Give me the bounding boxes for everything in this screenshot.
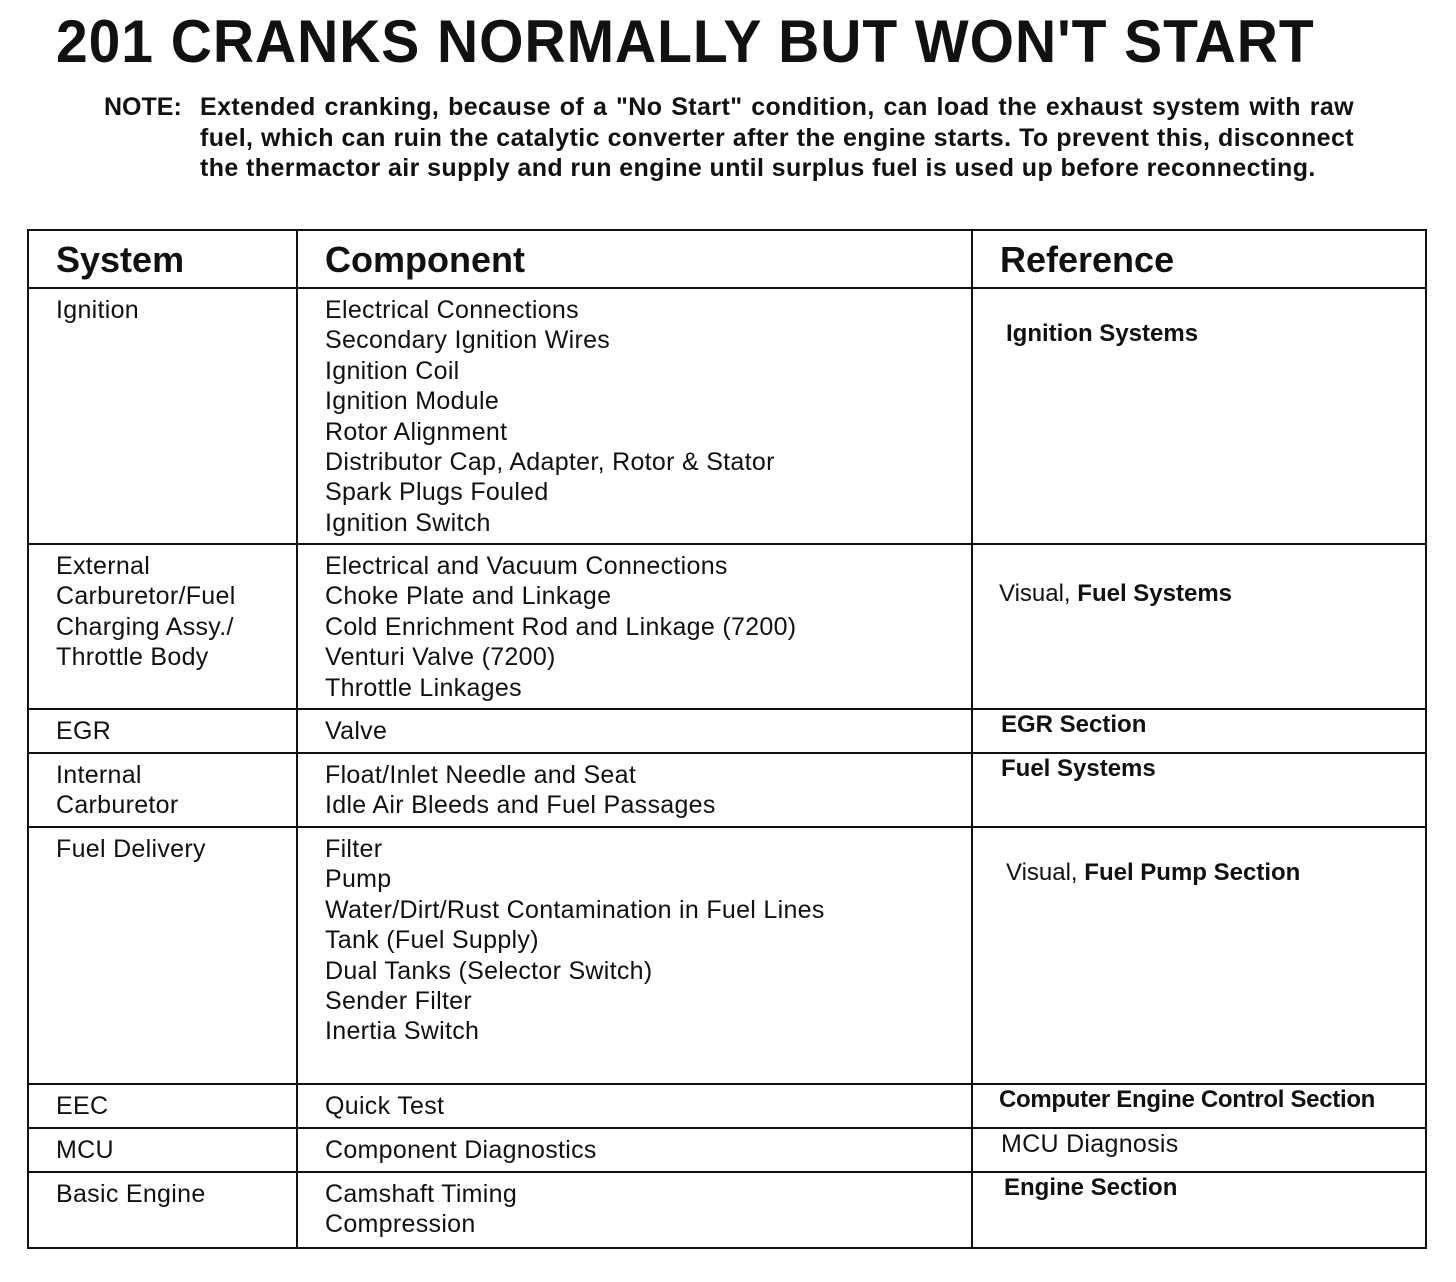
system-cell	[28, 1128, 297, 1172]
reference-cell	[972, 544, 1426, 709]
diagnosis-table	[27, 229, 1427, 1249]
component-cell	[297, 709, 972, 753]
component-item: Ignition Module	[325, 387, 500, 416]
component-list	[298, 754, 971, 821]
reference-cell	[972, 1084, 1426, 1128]
reference-bold: Engine Section	[1004, 1174, 1178, 1201]
component-item: Ignition Switch	[325, 508, 491, 537]
component-cell	[297, 827, 972, 1084]
component-list	[298, 1129, 971, 1165]
reference-text	[973, 754, 1425, 784]
component-item: Idle Air Bleeds and Fuel Passages	[325, 791, 716, 820]
reference-plain: MCU Diagnosis	[1001, 1130, 1179, 1158]
table-row	[28, 827, 1426, 1084]
component-item: Ignition Coil	[325, 356, 460, 385]
page-title: 201 CRANKS NORMALLY BUT WON'T START	[56, 8, 1315, 75]
reference-plain: Visual,	[999, 580, 1071, 607]
component-item: Venturi Valve (7200)	[325, 643, 556, 672]
reference-bold: Fuel Systems	[1001, 755, 1156, 782]
reference-cell	[972, 1172, 1426, 1248]
component-list	[298, 289, 971, 538]
table-row	[28, 1084, 1426, 1128]
note-text: Extended cranking, because of a "No Start" condition, can load the exhaust system with raw fuel, which can ruin the catalytic converter after the engine starts. To prevent this, disconnect the thermactor air supply and run engine until surplus fuel is used up before reconnecting.	[200, 93, 1354, 182]
reference-plain: Visual,	[1006, 859, 1078, 886]
system-label: Fuel Delivery	[56, 835, 206, 863]
component-item: Component Diagnostics	[325, 1136, 597, 1164]
reference-cell	[972, 709, 1426, 753]
component-item: Filter	[325, 835, 383, 863]
component-item: Quick Test	[325, 1092, 445, 1120]
component-item: Pump	[325, 865, 392, 894]
reference-bold: EGR Section	[1001, 711, 1147, 738]
table-header-row	[28, 230, 1426, 288]
reference-cell	[972, 288, 1426, 544]
reference-text	[973, 545, 1425, 609]
reference-text	[973, 710, 1425, 740]
reference-bold: Ignition Systems	[1006, 320, 1199, 347]
component-cell	[297, 288, 972, 544]
reference-text	[973, 289, 1425, 349]
table-row	[28, 709, 1426, 753]
table-row	[28, 288, 1426, 544]
component-item: Electrical Connections	[325, 296, 579, 324]
component-item: Spark Plugs Fouled	[325, 478, 549, 507]
reference-cell	[972, 827, 1426, 1084]
header-system: System	[28, 230, 297, 288]
component-list	[298, 1173, 971, 1240]
component-list	[298, 710, 971, 746]
system-cell	[28, 544, 297, 709]
header-reference: Reference	[972, 230, 1426, 288]
component-item: Secondary Ignition Wires	[325, 326, 611, 355]
component-list	[298, 828, 845, 1047]
reference-cell	[972, 753, 1426, 827]
component-list	[298, 1085, 971, 1121]
component-item: Dual Tanks (Selector Switch)	[325, 956, 653, 985]
reference-text	[973, 1085, 1425, 1115]
reference-text	[973, 1173, 1425, 1203]
component-cell	[297, 1084, 972, 1128]
table-row	[28, 544, 1426, 709]
component-item: Valve	[325, 717, 388, 745]
reference-text	[973, 1129, 1425, 1159]
system-cell	[28, 753, 297, 827]
system-label: Basic Engine	[56, 1180, 206, 1208]
reference-cell	[972, 1128, 1426, 1172]
component-item: Compression	[325, 1210, 476, 1239]
system-cell	[28, 709, 297, 753]
table-row	[28, 1172, 1426, 1248]
system-label: Internal Carburetor	[56, 761, 179, 820]
component-cell	[297, 544, 972, 709]
component-list	[298, 545, 971, 703]
component-cell	[297, 1128, 972, 1172]
system-cell	[28, 288, 297, 544]
reference-bold: Fuel Systems	[1077, 580, 1233, 607]
note-block	[104, 92, 1354, 184]
component-item: Inertia Switch	[325, 1017, 480, 1046]
system-cell	[28, 1084, 297, 1128]
system-label: MCU	[56, 1136, 114, 1164]
component-item: Choke Plate and Linkage	[325, 582, 612, 611]
component-item: Float/Inlet Needle and Seat	[325, 761, 637, 789]
component-item: Sender Filter	[325, 987, 473, 1016]
system-label: Ignition	[56, 296, 140, 324]
note-label: NOTE:	[104, 93, 182, 121]
system-cell	[28, 1172, 297, 1248]
system-label: External Carburetor/Fuel Charging Assy./ Throttle Body	[56, 552, 236, 672]
system-cell	[28, 827, 297, 1084]
component-cell	[297, 753, 972, 827]
component-item: Throttle Linkages	[325, 673, 522, 702]
component-item: Cold Enrichment Rod and Linkage (7200)	[325, 612, 797, 641]
table-row	[28, 753, 1426, 827]
table-row	[28, 1128, 1426, 1172]
component-item: Tank (Fuel Supply)	[325, 926, 539, 955]
component-cell	[297, 1172, 972, 1248]
component-item: Electrical and Vacuum Connections	[325, 552, 728, 580]
component-item: Rotor Alignment	[325, 417, 508, 446]
system-label: EGR	[56, 717, 112, 745]
reference-bold: Computer Engine Control Section	[999, 1086, 1376, 1113]
component-item: Camshaft Timing	[325, 1180, 518, 1208]
component-item: Distributor Cap, Adapter, Rotor & Stator	[325, 448, 775, 477]
header-component: Component	[297, 230, 972, 288]
reference-bold: Fuel Pump Section	[1084, 859, 1301, 886]
reference-text	[973, 828, 1425, 888]
component-item: Water/Dirt/Rust Contamination in Fuel Lines	[325, 895, 825, 924]
system-label: EEC	[56, 1092, 109, 1120]
